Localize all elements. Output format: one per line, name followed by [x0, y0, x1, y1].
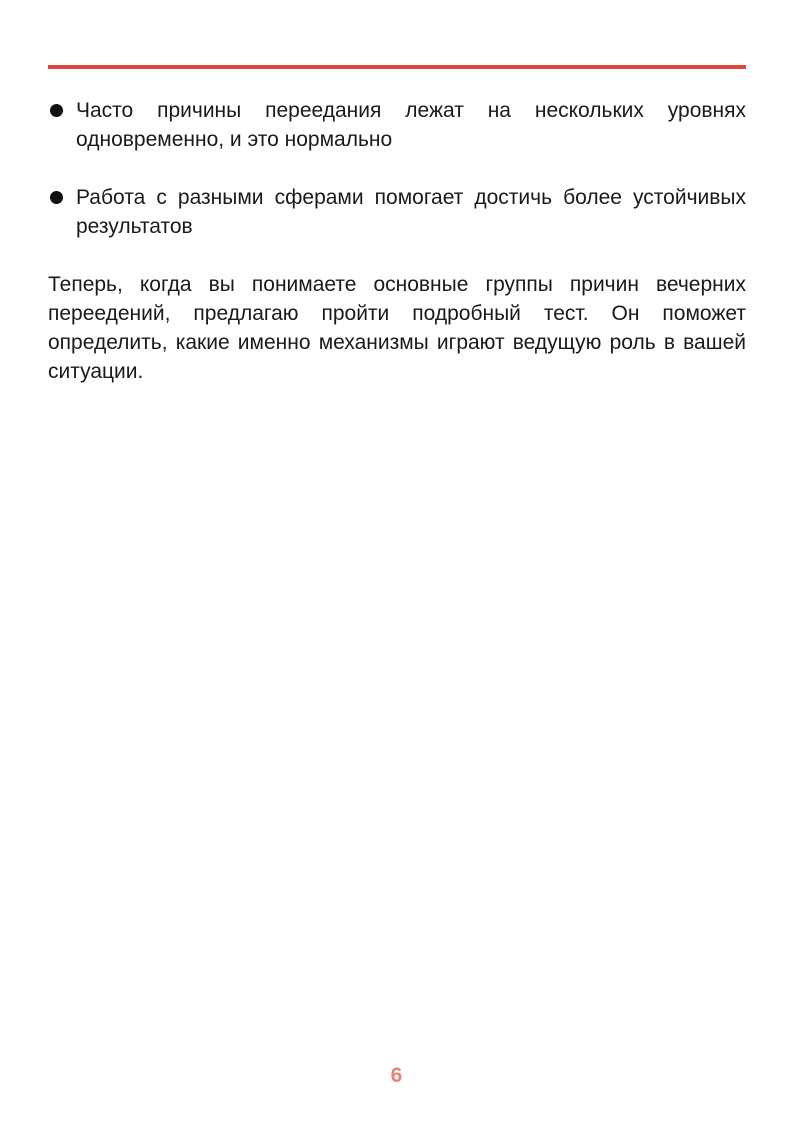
bullet-icon [50, 104, 63, 117]
list-item [48, 183, 746, 241]
list-item [48, 96, 746, 154]
page-number: 6 [390, 1064, 403, 1087]
header-divider [48, 65, 746, 69]
bullet-icon [50, 191, 63, 204]
body-paragraph: Теперь, когда вы понимаете основные группы причин вечерних переедений, предлагаю пройти подробный тест. Он поможет определить, какие именно механизмы играют ведущую роль в вашей ситуации. [48, 273, 746, 383]
list-item-text: Работа с разными сферами помогает достичь более устойчивых результатов [76, 186, 746, 238]
bullet-list [48, 96, 746, 241]
list-item-text: Часто причины переедания лежат на нескольких уровнях одновременно, и это нормально [76, 99, 746, 151]
page-content [48, 96, 746, 386]
